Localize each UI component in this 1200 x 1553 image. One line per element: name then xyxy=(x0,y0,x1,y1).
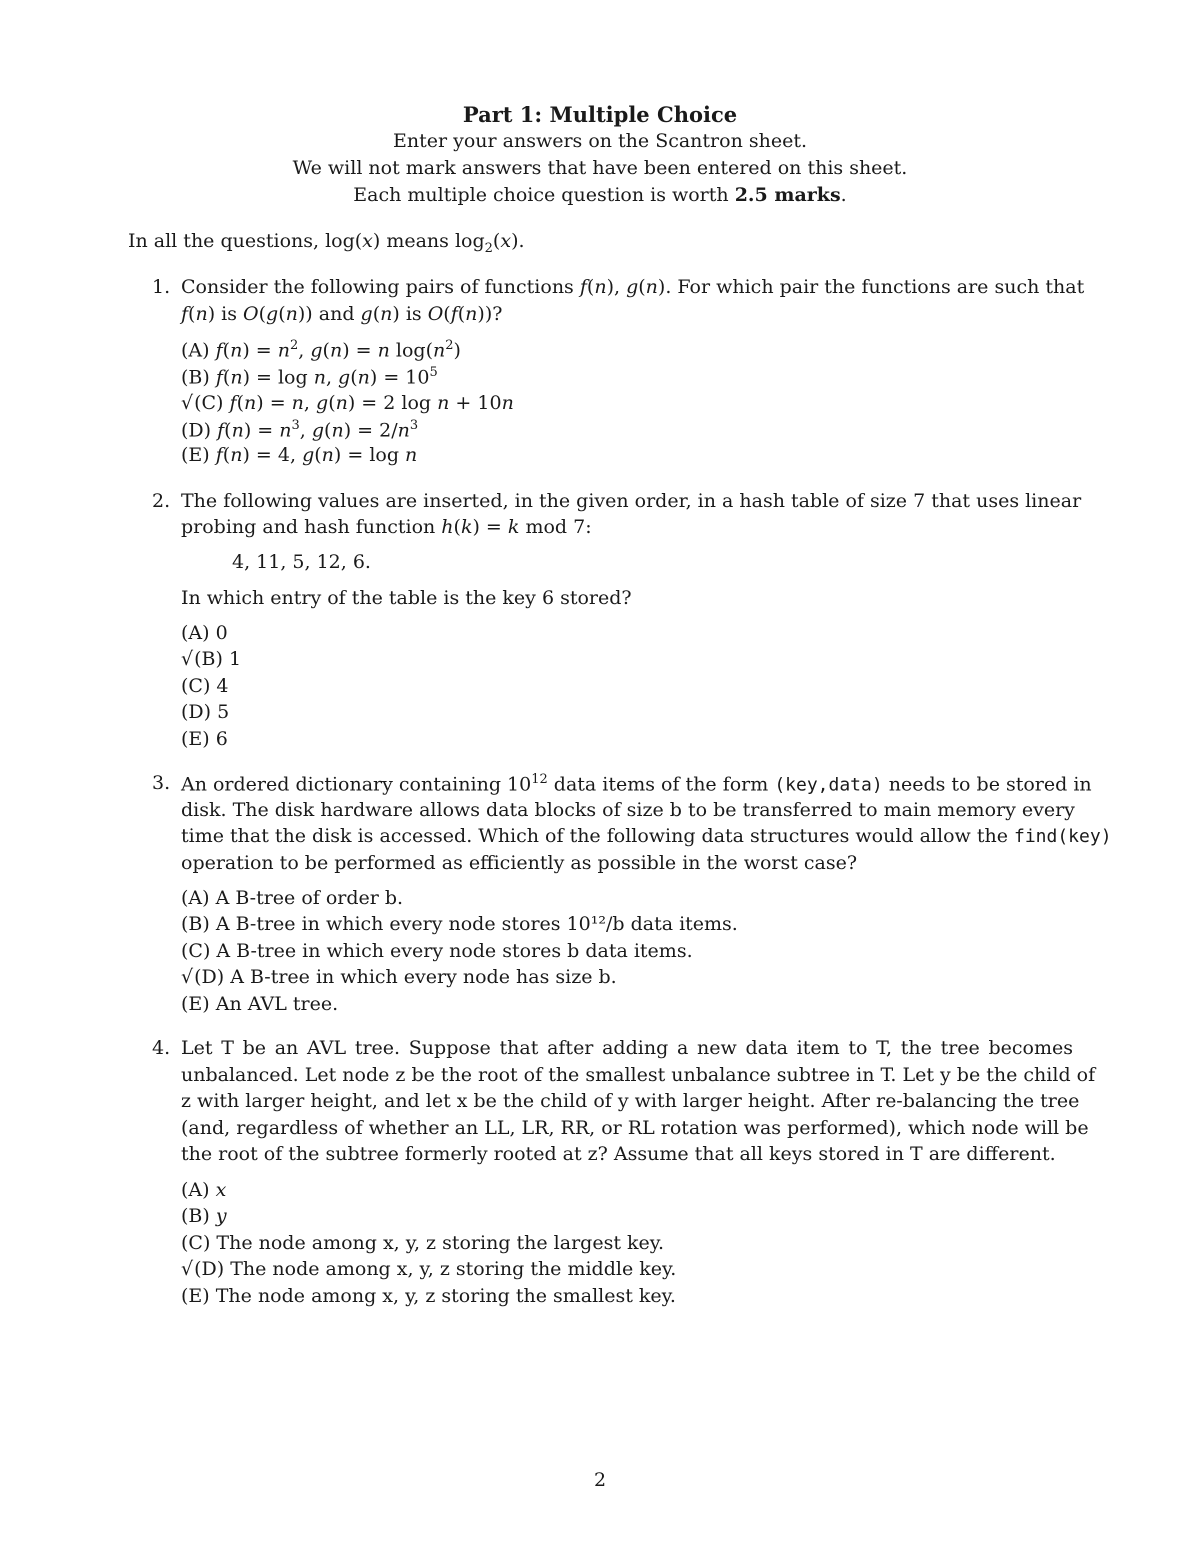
option-b: √(B) 1 xyxy=(181,648,242,670)
section-title: Part 1: Multiple Choice xyxy=(462,102,738,127)
question-text-line: the root of the subtree formerly rooted at z? Assume that all keys stored in T are different. xyxy=(181,1143,1056,1165)
instruction-line-3: Each multiple choice question is worth 2.5 marks. xyxy=(353,184,847,206)
instruction-line-2: We will not mark answers that have been entered on this sheet. xyxy=(292,157,908,179)
option-a: (A) $f(n) = n^2$, g(n) = n $\log(n^2)$ xyxy=(181,338,461,362)
option-a: (A) 0 xyxy=(181,622,228,644)
checkmark-icon: √ xyxy=(181,1258,194,1280)
checkmark-icon: √ xyxy=(181,392,194,414)
option-c: (C) The node among x, y, z storing the largest key. xyxy=(181,1232,664,1254)
question-text-line: unbalanced. Let node z be the root of the smallest unbalance subtree in T. Let y be the child of xyxy=(181,1064,1096,1086)
question-prompt: In which entry of the table is the key 6 stored? xyxy=(181,587,632,609)
key-sequence: 4, 11, 5, 12, 6. xyxy=(232,551,371,573)
question-number: 2. xyxy=(152,490,171,512)
question-text-line: disk. The disk hardware allows data blocks of size b to be transferred to main memory every xyxy=(181,799,1075,821)
question-text-line: An ordered dictionary containing $10^{12}$ data items of the form (key,data) needs to be stored in xyxy=(181,772,1092,796)
question-number: 4. xyxy=(152,1037,171,1059)
log-definition: In all the questions, log(x) means $\log_2(x)$. xyxy=(128,230,525,256)
option-e: (E) The node among x, y, z storing the smallest key. xyxy=(181,1285,676,1307)
question-text-line: time that the disk is accessed. Which of the following data structures would allow the find(key) xyxy=(181,825,1112,847)
option-c: (C) A B-tree in which every node stores b data items. xyxy=(181,940,693,962)
option-a: (A) x xyxy=(181,1179,227,1201)
option-e: (E) f(n) = 4, g(n) = log n xyxy=(181,444,418,466)
option-d: (D) 5 xyxy=(181,701,230,723)
checkmark-icon: √ xyxy=(181,966,194,988)
page-number: 2 xyxy=(593,1469,607,1491)
question-text-line: operation to be performed as efficiently as possible in the worst case? xyxy=(181,852,858,874)
option-b: (B) A B-tree in which every node stores 10¹²/b data items. xyxy=(181,913,738,935)
question-text-line: probing and hash function h(k) = k mod 7: xyxy=(181,516,592,538)
question-text-line: Consider the following pairs of functions f(n), g(n). For which pair the functions are such that xyxy=(181,276,1085,298)
option-b: (B) f(n) = log n, $g(n) = 10^5$ xyxy=(181,365,438,389)
question-text-line: z with larger height, and let x be the child of y with larger height. After re-balancing the tree xyxy=(181,1090,1080,1112)
question-text-line: f(n) is O(g(n)) and g(n) is O(f(n))? xyxy=(181,303,503,325)
option-e: (E) 6 xyxy=(181,728,228,750)
option-a: (A) A B-tree of order b. xyxy=(181,887,404,909)
option-d: √(D) The node among x, y, z storing the middle key. xyxy=(181,1258,677,1280)
question-number: 1. xyxy=(152,276,171,298)
option-d: √(D) A B-tree in which every node has size b. xyxy=(181,966,617,988)
question-number: 3. xyxy=(152,772,171,794)
option-c: √(C) f(n) = n, g(n) = 2 log n + 10n xyxy=(181,392,514,414)
question-text-line: Let T be an AVL tree. Suppose that after adding a new data item to T, the tree becomes xyxy=(181,1037,1073,1059)
option-e: (E) An AVL tree. xyxy=(181,993,339,1015)
option-c: (C) 4 xyxy=(181,675,229,697)
instruction-line-1: Enter your answers on the Scantron sheet. xyxy=(392,130,807,152)
option-d: (D) $f(n) = n^3$, $g(n) = 2/n^3$ xyxy=(181,418,419,442)
question-text-line: (and, regardless of whether an LL, LR, RR, or RL rotation was performed), which node will be xyxy=(181,1117,1089,1139)
checkmark-icon: √ xyxy=(181,648,194,670)
option-b: (B) y xyxy=(181,1205,227,1227)
question-text-line: The following values are inserted, in the given order, in a hash table of size 7 that uses linear xyxy=(181,490,1082,512)
marks-value: 2.5 marks xyxy=(734,184,841,206)
